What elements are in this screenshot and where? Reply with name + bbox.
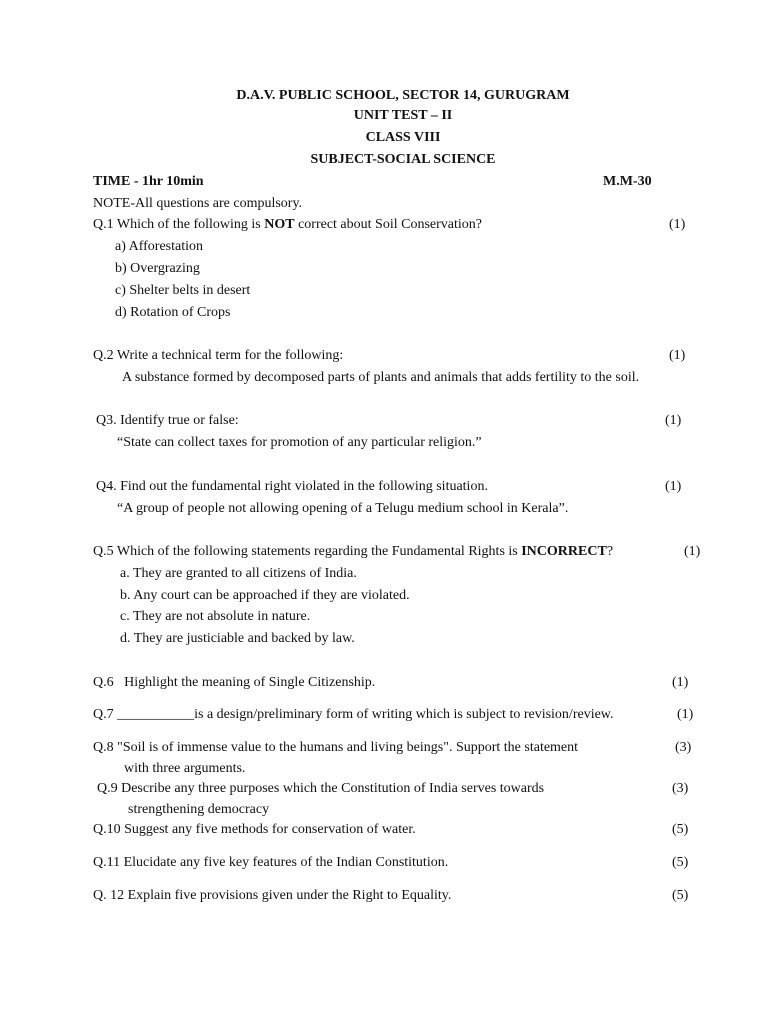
question-6-marks: (1) (672, 675, 689, 690)
question-12-marks: (5) (672, 888, 689, 903)
note: NOTE-All questions are compulsory. (93, 196, 303, 211)
school-name: D.A.V. PUBLIC SCHOOL, SECTOR 14, GURUGRAM (236, 88, 570, 103)
question-3: Q3. Identify true or false: (96, 413, 239, 428)
question-1-marks: (1) (669, 217, 686, 232)
question-10-marks: (5) (672, 822, 689, 837)
question-2: Q.2 Write a technical term for the following: (93, 348, 344, 363)
q5-option-b: b. Any court can be approached if they are violated. (120, 588, 410, 603)
question-5-marks: (1) (684, 544, 701, 559)
q1-option-c: c) Shelter belts in desert (115, 283, 251, 298)
question-2-marks: (1) (669, 348, 686, 363)
question-7: Q.7 ___________is a design/preliminary form of writing which is subject to revision/review. (93, 707, 614, 722)
q5-option-d: d. They are justiciable and backed by law. (120, 631, 355, 646)
question-11: Q.11 Elucidate any five key features of the Indian Constitution. (93, 855, 449, 870)
q1-option-d: d) Rotation of Crops (115, 305, 231, 320)
time-label: TIME - 1hr 10min (93, 174, 204, 189)
question-1: Q.1 Which of the following is NOT correct about Soil Conservation? (93, 217, 482, 232)
question-11-marks: (5) (672, 855, 689, 870)
q5-option-c: c. They are not absolute in nature. (120, 609, 311, 624)
question-9-marks: (3) (672, 781, 689, 796)
question-8-continued: with three arguments. (124, 761, 246, 776)
q1-option-b: b) Overgrazing (115, 261, 200, 276)
question-4-marks: (1) (665, 479, 682, 494)
question-3-marks: (1) (665, 413, 682, 428)
question-8-marks: (3) (675, 740, 692, 755)
q5-option-a: a. They are granted to all citizens of India. (120, 566, 357, 581)
question-12: Q. 12 Explain five provisions given under the Right to Equality. (93, 888, 452, 903)
max-marks: M.M-30 (603, 174, 652, 189)
class-label: CLASS VIII (365, 130, 441, 145)
question-2-detail: A substance formed by decomposed parts of plants and animals that adds fertility to the soil. (122, 370, 640, 385)
question-9-continued: strengthening democracy (128, 802, 270, 817)
test-title: UNIT TEST – II (353, 108, 453, 123)
question-7-marks: (1) (677, 707, 694, 722)
question-4: Q4. Find out the fundamental right violated in the following situation. (96, 479, 488, 494)
question-4-detail: “A group of people not allowing opening of a Telugu medium school in Kerala”. (117, 501, 569, 516)
question-3-detail: “State can collect taxes for promotion of any particular religion.” (117, 435, 482, 450)
question-10: Q.10 Suggest any five methods for conservation of water. (93, 822, 416, 837)
subject-label: SUBJECT-SOCIAL SCIENCE (310, 152, 496, 167)
question-8: Q.8 "Soil is of immense value to the humans and living beings". Support the statement (93, 740, 579, 755)
question-6: Q.6 Highlight the meaning of Single Citizenship. (93, 675, 376, 690)
question-9: Q.9 Describe any three purposes which the Constitution of India serves towards (97, 781, 545, 796)
q1-option-a: a) Afforestation (115, 239, 203, 254)
question-5: Q.5 Which of the following statements regarding the Fundamental Rights is INCORRECT? (93, 544, 614, 559)
